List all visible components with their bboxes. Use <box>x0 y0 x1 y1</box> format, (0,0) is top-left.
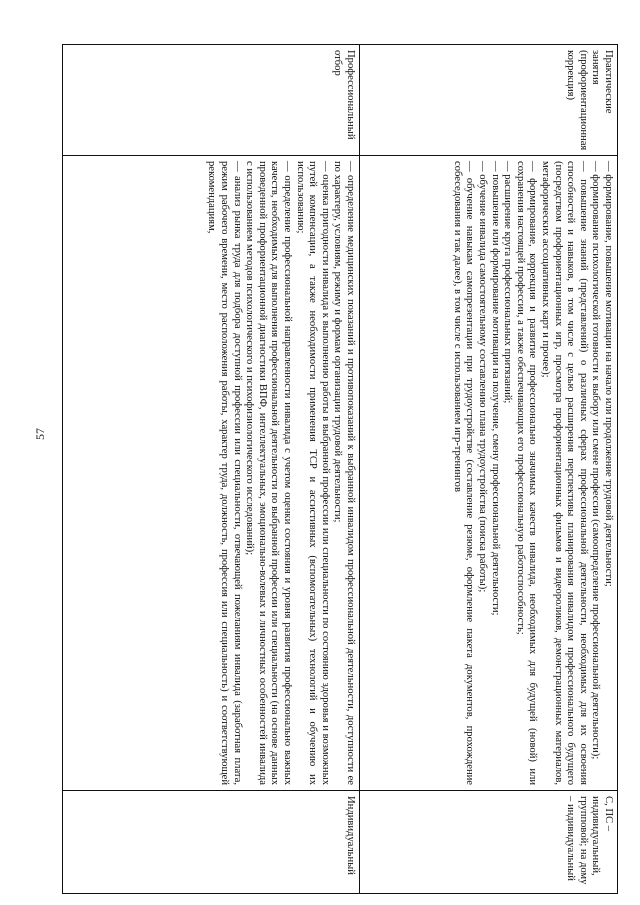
table-row <box>360 45 618 894</box>
list-item: — формирование психологической готовности к выбору или смене профессии (самоопределение профессиональной деятельности); <box>590 161 602 760</box>
row-content <box>63 156 360 791</box>
row-form: Индивидуальный <box>63 791 360 894</box>
row-form: С, ПС – индивидуальный, групповой; на дому – индивидуальный <box>360 791 618 894</box>
list-item: — повышение или формирование мотивации на получение, смену профессиональной деятельности; <box>489 161 501 616</box>
list-item: — повышение знаний (представлений) о различных сферах профессиональной деятельности, необходимых для их освоения способностей и навыков, в том числе с целью расширения перспективы планирования инвалидом профессионального будущего (посредством профориентационных игр, просмотра профориентационных фильмов и видеороликов, демонстрационных материалов, метафорических ассоциативных карт и прочее); <box>540 161 589 785</box>
row-content <box>360 156 618 791</box>
list-item: — оценка пригодности инвалида к выполнению работы в выбранной профессии или специальности по состоянию здоровья и возможных путей компенсации, а также необходимости применения ТСР и ассистивных (вспомогательных) технологий и обучению их использованию; <box>294 161 331 785</box>
rehab-table <box>62 44 618 894</box>
list-item: — анализ рынка труда для подбора доступной профессии или специальности, отвечающей пожеланиям инвалида (заработная плата, режим рабочего времени, место расположения работы, характер труда, должность, профессия или специальность) и соответствующей рекомендациям, <box>206 161 243 785</box>
list-item: — обучение инвалида самостоятельному составлению плана трудоустройства (поиска работы); <box>477 161 489 593</box>
table-row <box>63 45 360 894</box>
list-item: — формирование, коррекция и развитие профессионально значимых качеств инвалида, необходимых для будущей (новой) или сохранения настоящей профессии, а также обеспечивающих его профессиональную работоспособность; <box>514 161 539 785</box>
list-item: — расширение круга профессиональных притязаний; <box>502 161 514 404</box>
row-title: Профессиональный отбор <box>63 45 360 156</box>
list-item: — определение профессиональной направленности инвалида с учетом оценки состояния и уровня развития профессионально важных качеств, необходимых для выполнения профессиональной деятельности по выбранной профессии или специальности (на основе данных проведенной профориентационной диагностики ВПФ, интеллектуальных, эмоционально-волевых и личностных особенностей инвалида с использованием методов психологического и психофизиологического исследований); <box>244 161 294 785</box>
row-title: Практические занятия (профориентационная коррекция) <box>360 45 618 156</box>
page-number: 57 <box>33 428 47 440</box>
list-item: — формирование, повышение мотивации на начало или продолжение трудовой деятельности; <box>603 161 614 587</box>
rotated-table-container <box>62 44 618 894</box>
list-item: — обучение навыкам самопрезентации при трудоустройстве (составление резюме, оформление пакета документов, прохождение собеседования и так далее), в том числе с использованием игр-тренингов <box>451 161 476 785</box>
list-item: — определение медицинских показаний и противопоказаний к выбранной инвалидом профессиональной деятельности, доступности ее по характеру, условиям, режиму и формам организации трудовой деятельности; <box>332 161 356 785</box>
